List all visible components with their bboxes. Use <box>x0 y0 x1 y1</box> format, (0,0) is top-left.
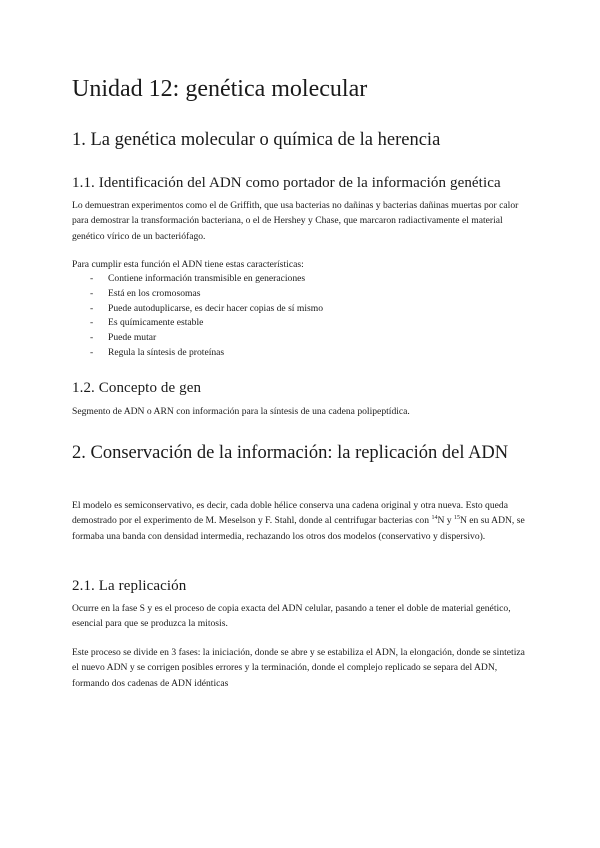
section-1-1-paragraph: Lo demuestran experimentos como el de Griffith, que usa bacterias no dañinas y bacterias dañinas muertas por calor para demostrar la transformación bacteriana, o el de Hershey y Chase, que marcaron radiactivamente el material genético vírico de un bacteriófago. <box>72 200 519 242</box>
list-item-text: Contiene información transmisible en generaciones <box>108 273 306 284</box>
bullet-dash: - <box>90 273 94 284</box>
list-item <box>72 346 512 361</box>
section-2-text-c: N en su ADN, se formaba una banda con densidad intermedia, rechazando los otros dos modelos (conservativo y dispersivo). <box>72 515 525 542</box>
section-2-1-paragraph-1: Ocurre en la fase S y es el proceso de copia exacta del ADN celular, pasando a tener el doble de material genético, esencial para que se produzca la mitosis. <box>72 603 511 630</box>
list-item <box>72 302 512 317</box>
list-item <box>72 272 512 287</box>
section-2-heading: 2. Conservación de la información: la replicación del ADN <box>72 443 509 463</box>
list-item-text: Está en los cromosomas <box>108 287 201 299</box>
section-1-2-heading: 1.2. Concepto de gen <box>72 380 202 396</box>
list-item <box>72 316 512 331</box>
page-title: Unidad 12: genética molecular <box>72 76 368 102</box>
bullet-dash: - <box>90 302 94 314</box>
section-2-1-paragraph-2: Este proceso se divide en 3 fases: la iniciación, donde se abre y se estabiliza el ADN, la elongación, donde se sintetiza el nuevo ADN y se corrigen posibles errores y la terminación, donde el complejo replicado se separa del ADN, formando dos cadenas de ADN idénticas <box>72 647 525 689</box>
section-2-text-b: N y <box>437 515 454 527</box>
bullet-dash: - <box>90 332 94 344</box>
isotope-superscript-14: 14 <box>431 515 438 522</box>
list-item <box>72 287 512 302</box>
bullet-dash: - <box>90 346 94 358</box>
characteristics-intro: Para cumplir esta función el ADN tiene estas características: <box>72 259 304 270</box>
bullet-dash: - <box>90 287 94 299</box>
section-1-1-heading: 1.1. Identificación del ADN como portador de la información genética <box>72 175 501 191</box>
list-item-text: Puede autoduplicarse, es decir hacer copias de sí mismo <box>108 302 323 314</box>
bullet-dash: - <box>90 317 94 329</box>
list-item <box>72 331 512 346</box>
section-1-heading: 1. La genética molecular o química de la herencia <box>72 130 441 150</box>
section-2-text-a: El modelo es semiconservativo, es decir, cada doble hélice conserva una cadena original y otra nueva. Esto queda demostrado por el experimento de M. Meselson y F. Stahl, donde al centrifugar bacterias con <box>72 500 508 527</box>
section-1-2-paragraph: Segmento de ADN o ARN con información para la síntesis de una cadena polipeptídica. <box>72 406 410 417</box>
characteristics-list <box>72 272 512 361</box>
section-2-paragraph <box>72 498 532 544</box>
section-2-1-heading: 2.1. La replicación <box>72 578 187 594</box>
list-item-text: Es químicamente estable <box>108 317 204 329</box>
list-item-text: Puede mutar <box>108 332 157 344</box>
isotope-superscript-15: 15 <box>453 515 460 522</box>
list-item-text: Regula la síntesis de proteínas <box>108 346 225 358</box>
